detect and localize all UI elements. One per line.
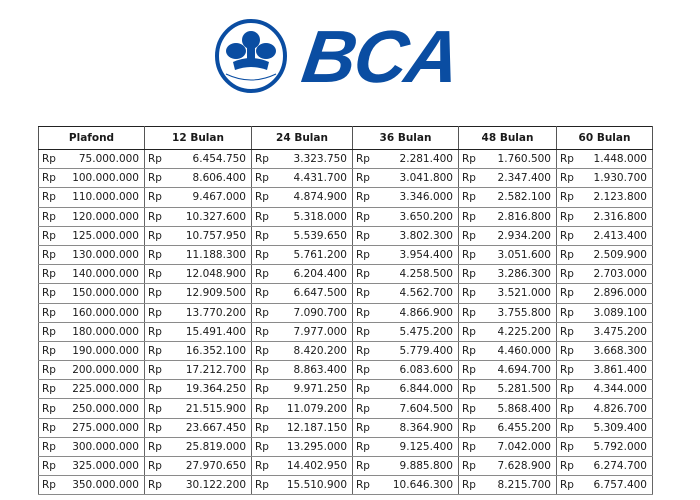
currency-label: Rp	[145, 245, 165, 264]
currency-label: Rp	[353, 226, 373, 245]
plafond-value: 75.000.000	[59, 150, 145, 169]
installment-value: 3.051.600	[479, 245, 557, 264]
installment-value: 4.694.700	[479, 361, 557, 380]
header-60-bulan: 60 Bulan	[557, 127, 653, 150]
installment-value: 5.539.650	[272, 226, 353, 245]
plafond-value: 110.000.000	[59, 188, 145, 207]
header-36-bulan: 36 Bulan	[353, 127, 459, 150]
currency-label: Rp	[459, 322, 479, 341]
plafond-value: 180.000.000	[59, 322, 145, 341]
currency-label: Rp	[459, 226, 479, 245]
currency-label: Rp	[353, 188, 373, 207]
currency-label: Rp	[39, 226, 59, 245]
plafond-value: 200.000.000	[59, 361, 145, 380]
installment-value: 3.668.300	[577, 341, 653, 360]
installment-value: 2.703.000	[577, 265, 653, 284]
installment-value: 3.286.300	[479, 265, 557, 284]
installment-value: 4.431.700	[272, 169, 353, 188]
installment-value: 15.491.400	[165, 322, 252, 341]
currency-label: Rp	[39, 207, 59, 226]
table-row	[39, 303, 653, 322]
table-row	[39, 226, 653, 245]
installment-value: 27.970.650	[165, 457, 252, 476]
currency-label: Rp	[353, 380, 373, 399]
installment-value: 1.760.500	[479, 150, 557, 169]
currency-label: Rp	[39, 322, 59, 341]
installment-value: 4.826.700	[577, 399, 653, 418]
currency-label: Rp	[145, 437, 165, 456]
currency-label: Rp	[459, 457, 479, 476]
table-body	[39, 150, 653, 495]
currency-label: Rp	[252, 457, 272, 476]
currency-label: Rp	[39, 380, 59, 399]
currency-label: Rp	[557, 457, 577, 476]
currency-label: Rp	[459, 284, 479, 303]
installment-value: 14.402.950	[272, 457, 353, 476]
installment-value: 3.861.400	[577, 361, 653, 380]
installment-value: 5.761.200	[272, 245, 353, 264]
installment-value: 2.347.400	[479, 169, 557, 188]
currency-label: Rp	[252, 437, 272, 456]
currency-label: Rp	[145, 303, 165, 322]
currency-label: Rp	[459, 169, 479, 188]
currency-label: Rp	[145, 207, 165, 226]
currency-label: Rp	[145, 399, 165, 418]
currency-label: Rp	[145, 150, 165, 169]
installment-value: 13.295.000	[272, 437, 353, 456]
currency-label: Rp	[145, 361, 165, 380]
currency-label: Rp	[353, 457, 373, 476]
installment-value: 3.802.300	[373, 226, 459, 245]
currency-label: Rp	[557, 188, 577, 207]
table-row	[39, 207, 653, 226]
installment-value: 23.667.450	[165, 418, 252, 437]
installment-value: 2.123.800	[577, 188, 653, 207]
installment-value: 9.885.800	[373, 457, 459, 476]
currency-label: Rp	[459, 265, 479, 284]
currency-label: Rp	[557, 380, 577, 399]
currency-label: Rp	[459, 150, 479, 169]
installment-value: 8.364.900	[373, 418, 459, 437]
table-row	[39, 476, 653, 495]
installment-value: 6.204.400	[272, 265, 353, 284]
installment-value: 8.606.400	[165, 169, 252, 188]
installment-value: 12.909.500	[165, 284, 252, 303]
plafond-value: 190.000.000	[59, 341, 145, 360]
currency-label: Rp	[353, 399, 373, 418]
installment-value: 7.042.000	[479, 437, 557, 456]
currency-label: Rp	[39, 245, 59, 264]
currency-label: Rp	[145, 380, 165, 399]
currency-label: Rp	[353, 437, 373, 456]
installment-value: 5.475.200	[373, 322, 459, 341]
currency-label: Rp	[39, 284, 59, 303]
installment-value: 3.041.800	[373, 169, 459, 188]
installment-value: 16.352.100	[165, 341, 252, 360]
currency-label: Rp	[39, 457, 59, 476]
currency-label: Rp	[353, 303, 373, 322]
table-row	[39, 150, 653, 169]
installment-value: 4.344.000	[577, 380, 653, 399]
installment-value: 2.582.100	[479, 188, 557, 207]
installment-value: 13.770.200	[165, 303, 252, 322]
installment-value: 5.792.000	[577, 437, 653, 456]
currency-label: Rp	[557, 303, 577, 322]
plafond-value: 225.000.000	[59, 380, 145, 399]
currency-label: Rp	[557, 207, 577, 226]
currency-label: Rp	[557, 322, 577, 341]
currency-label: Rp	[39, 437, 59, 456]
currency-label: Rp	[353, 150, 373, 169]
plafond-value: 125.000.000	[59, 226, 145, 245]
table-row	[39, 380, 653, 399]
table-row	[39, 188, 653, 207]
table-header-row	[39, 127, 653, 150]
installment-value: 4.866.900	[373, 303, 459, 322]
currency-label: Rp	[557, 476, 577, 495]
table-row	[39, 322, 653, 341]
installment-value: 6.083.600	[373, 361, 459, 380]
currency-label: Rp	[459, 380, 479, 399]
currency-label: Rp	[353, 265, 373, 284]
installment-value: 2.281.400	[373, 150, 459, 169]
currency-label: Rp	[252, 303, 272, 322]
currency-label: Rp	[353, 322, 373, 341]
currency-label: Rp	[557, 169, 577, 188]
installment-value: 5.318.000	[272, 207, 353, 226]
installment-value: 21.515.900	[165, 399, 252, 418]
installment-value: 4.460.000	[479, 341, 557, 360]
table-row	[39, 437, 653, 456]
currency-label: Rp	[145, 341, 165, 360]
currency-label: Rp	[557, 341, 577, 360]
currency-label: Rp	[145, 284, 165, 303]
installment-value: 30.122.200	[165, 476, 252, 495]
currency-label: Rp	[252, 399, 272, 418]
currency-label: Rp	[459, 188, 479, 207]
currency-label: Rp	[252, 322, 272, 341]
installment-value: 1.448.000	[577, 150, 653, 169]
table-row	[39, 284, 653, 303]
currency-label: Rp	[557, 245, 577, 264]
currency-label: Rp	[557, 418, 577, 437]
currency-label: Rp	[252, 226, 272, 245]
installment-value: 5.868.400	[479, 399, 557, 418]
plafond-value: 120.000.000	[59, 207, 145, 226]
currency-label: Rp	[557, 265, 577, 284]
currency-label: Rp	[39, 150, 59, 169]
installment-value: 9.971.250	[272, 380, 353, 399]
currency-label: Rp	[353, 169, 373, 188]
table-row	[39, 418, 653, 437]
table-row	[39, 265, 653, 284]
bca-emblem-icon	[214, 18, 292, 98]
currency-label: Rp	[39, 169, 59, 188]
installment-value: 25.819.000	[165, 437, 252, 456]
currency-label: Rp	[353, 245, 373, 264]
installment-value: 4.225.200	[479, 322, 557, 341]
installment-value: 3.755.800	[479, 303, 557, 322]
installment-value: 9.467.000	[165, 188, 252, 207]
installment-value: 10.646.300	[373, 476, 459, 495]
installment-value: 7.090.700	[272, 303, 353, 322]
installment-value: 3.346.000	[373, 188, 459, 207]
installment-value: 17.212.700	[165, 361, 252, 380]
currency-label: Rp	[557, 226, 577, 245]
currency-label: Rp	[459, 303, 479, 322]
currency-label: Rp	[39, 188, 59, 207]
currency-label: Rp	[145, 169, 165, 188]
installment-value: 3.475.200	[577, 322, 653, 341]
installment-value: 2.934.200	[479, 226, 557, 245]
currency-label: Rp	[252, 207, 272, 226]
installment-value: 3.650.200	[373, 207, 459, 226]
installment-value: 12.187.150	[272, 418, 353, 437]
currency-label: Rp	[252, 341, 272, 360]
installment-value: 6.274.700	[577, 457, 653, 476]
currency-label: Rp	[145, 457, 165, 476]
installment-value: 6.454.750	[165, 150, 252, 169]
installment-value: 4.874.900	[272, 188, 353, 207]
currency-label: Rp	[557, 284, 577, 303]
installment-value: 8.420.200	[272, 341, 353, 360]
currency-label: Rp	[39, 341, 59, 360]
currency-label: Rp	[145, 476, 165, 495]
plafond-value: 350.000.000	[59, 476, 145, 495]
installment-value: 2.816.800	[479, 207, 557, 226]
plafond-value: 100.000.000	[59, 169, 145, 188]
header-plafond: Plafond	[39, 127, 145, 150]
installment-value: 5.779.400	[373, 341, 459, 360]
installment-value: 4.258.500	[373, 265, 459, 284]
loan-installment-table	[38, 126, 653, 495]
installment-value: 3.323.750	[272, 150, 353, 169]
header-48-bulan: 48 Bulan	[459, 127, 557, 150]
installment-value: 15.510.900	[272, 476, 353, 495]
table-row	[39, 399, 653, 418]
currency-label: Rp	[353, 361, 373, 380]
table-row	[39, 361, 653, 380]
currency-label: Rp	[459, 418, 479, 437]
installment-value: 19.364.250	[165, 380, 252, 399]
currency-label: Rp	[459, 437, 479, 456]
installment-value: 3.089.100	[577, 303, 653, 322]
currency-label: Rp	[557, 361, 577, 380]
currency-label: Rp	[252, 476, 272, 495]
currency-label: Rp	[39, 418, 59, 437]
currency-label: Rp	[252, 150, 272, 169]
installment-value: 8.215.700	[479, 476, 557, 495]
installment-value: 3.521.000	[479, 284, 557, 303]
installment-value: 2.896.000	[577, 284, 653, 303]
currency-label: Rp	[353, 476, 373, 495]
currency-label: Rp	[353, 284, 373, 303]
currency-label: Rp	[39, 476, 59, 495]
currency-label: Rp	[145, 265, 165, 284]
installment-value: 7.628.900	[479, 457, 557, 476]
currency-label: Rp	[459, 476, 479, 495]
plafond-value: 275.000.000	[59, 418, 145, 437]
installment-value: 2.413.400	[577, 226, 653, 245]
currency-label: Rp	[557, 437, 577, 456]
currency-label: Rp	[39, 361, 59, 380]
plafond-value: 325.000.000	[59, 457, 145, 476]
currency-label: Rp	[39, 265, 59, 284]
currency-label: Rp	[252, 418, 272, 437]
installment-value: 2.509.900	[577, 245, 653, 264]
currency-label: Rp	[353, 341, 373, 360]
installment-value: 10.757.950	[165, 226, 252, 245]
installment-value: 3.954.400	[373, 245, 459, 264]
installment-value: 6.647.500	[272, 284, 353, 303]
plafond-value: 150.000.000	[59, 284, 145, 303]
installment-value: 4.562.700	[373, 284, 459, 303]
bca-wordmark: BCA	[297, 15, 464, 98]
currency-label: Rp	[252, 380, 272, 399]
bca-logo	[214, 15, 464, 98]
installment-value: 6.757.400	[577, 476, 653, 495]
currency-label: Rp	[252, 188, 272, 207]
currency-label: Rp	[353, 418, 373, 437]
currency-label: Rp	[252, 169, 272, 188]
currency-label: Rp	[459, 245, 479, 264]
installment-value: 6.844.000	[373, 380, 459, 399]
plafond-value: 160.000.000	[59, 303, 145, 322]
currency-label: Rp	[39, 399, 59, 418]
currency-label: Rp	[252, 245, 272, 264]
currency-label: Rp	[145, 322, 165, 341]
installment-value: 10.327.600	[165, 207, 252, 226]
installment-value: 11.079.200	[272, 399, 353, 418]
currency-label: Rp	[145, 226, 165, 245]
currency-label: Rp	[459, 361, 479, 380]
currency-label: Rp	[252, 361, 272, 380]
installment-value: 7.604.500	[373, 399, 459, 418]
currency-label: Rp	[459, 341, 479, 360]
currency-label: Rp	[557, 399, 577, 418]
header-12-bulan: 12 Bulan	[145, 127, 252, 150]
currency-label: Rp	[252, 265, 272, 284]
plafond-value: 130.000.000	[59, 245, 145, 264]
installment-value: 5.309.400	[577, 418, 653, 437]
currency-label: Rp	[557, 150, 577, 169]
installment-value: 11.188.300	[165, 245, 252, 264]
installment-value: 8.863.400	[272, 361, 353, 380]
currency-label: Rp	[145, 418, 165, 437]
installment-value: 12.048.900	[165, 265, 252, 284]
installment-value: 1.930.700	[577, 169, 653, 188]
plafond-value: 140.000.000	[59, 265, 145, 284]
table-row	[39, 245, 653, 264]
plafond-value: 300.000.000	[59, 437, 145, 456]
table-row	[39, 169, 653, 188]
installment-value: 2.316.800	[577, 207, 653, 226]
currency-label: Rp	[459, 399, 479, 418]
currency-label: Rp	[353, 207, 373, 226]
plafond-value: 250.000.000	[59, 399, 145, 418]
currency-label: Rp	[459, 207, 479, 226]
installment-value: 5.281.500	[479, 380, 557, 399]
installment-value: 6.455.200	[479, 418, 557, 437]
table-row	[39, 457, 653, 476]
installment-value: 7.977.000	[272, 322, 353, 341]
currency-label: Rp	[39, 303, 59, 322]
header-24-bulan: 24 Bulan	[252, 127, 353, 150]
currency-label: Rp	[145, 188, 165, 207]
installment-value: 9.125.400	[373, 437, 459, 456]
table-row	[39, 341, 653, 360]
currency-label: Rp	[252, 284, 272, 303]
